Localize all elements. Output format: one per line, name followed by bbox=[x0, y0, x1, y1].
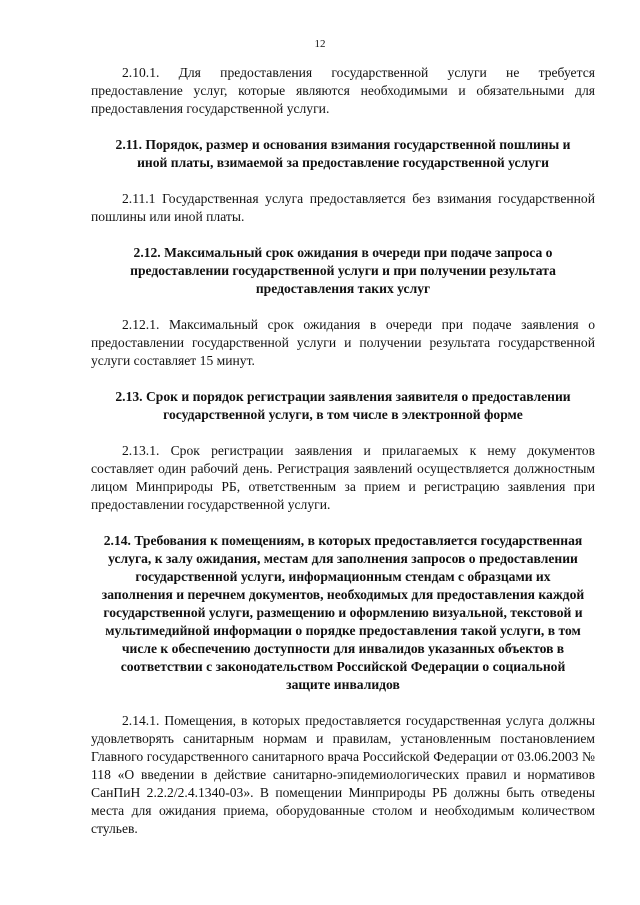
heading-2-12: 2.12. Максимальный срок ожидания в очереди при подаче запроса о предоставлении государственной услуги и при получении результата предоставления таких услуг bbox=[130, 245, 556, 296]
paragraph-2-11-1: 2.11.1 Государственная услуга предоставляется без взимания государственной пошлины или иной платы. bbox=[91, 191, 595, 224]
page-number: 12 bbox=[314, 38, 326, 50]
paragraph-2-12-1: 2.12.1. Максимальный срок ожидания в очереди при подаче заявления о предоставлении государственной услуги и получении результата государственной услуги составляет 15 минут. bbox=[91, 317, 595, 368]
heading-2-13: 2.13. Срок и порядок регистрации заявления заявителя о предоставлении государственной услуги, в том числе в электронной форме bbox=[115, 389, 571, 422]
paragraph-2-14-1: 2.14.1. Помещения, в которых предоставляется государственная услуга должны удовлетворять санитарным нормам и правилам, установленным постановлением Главного государственного санитарного врача Российской Федерации от 03.06.2003 № 118 «О введении в действие санитарно-эпидемиологических правил и нормативов СанПиН 2.2.2/2.4.1340-03». В помещении Минприроды РБ должны быть отведены места для ожидания приема, оборудованные столом и необходимым количеством стульев. bbox=[91, 713, 595, 836]
paragraph-2-10-1: 2.10.1. Для предоставления государственной услуги не требуется предоставление услуг, которые являются необходимыми и обязательными для предоставления государственной услуги. bbox=[91, 65, 595, 116]
heading-2-14: 2.14. Требования к помещениям, в которых предоставляется государственная услуга, к залу ожидания, местам для заполнения запросов о предоставлении государственной услуги, информационным стендам с образцами их заполнения и перечнем документов, необходимых для предоставления каждой государственной услуги, размещению и оформлению визуальной, текстовой и мультимедийной информации о порядке предоставления такой услуги, в том числе к обеспечению доступности для инвалидов указанных объектов в соответствии с законодательством Российской Федерации о социальной защите инвалидов bbox=[101, 533, 585, 692]
document-body bbox=[91, 64, 595, 838]
heading-2-11: 2.11. Порядок, размер и основания взимания государственной пошлины и иной платы, взимаемой за предоставление государственной услуги bbox=[115, 137, 571, 170]
paragraph-2-13-1: 2.13.1. Срок регистрации заявления и прилагаемых к нему документов составляет один рабочий день. Регистрация заявлений осуществляется должностным лицом Минприроды РБ, ответственным за прием и регистрацию заявления при предоставлении государственной услуги. bbox=[91, 443, 595, 512]
